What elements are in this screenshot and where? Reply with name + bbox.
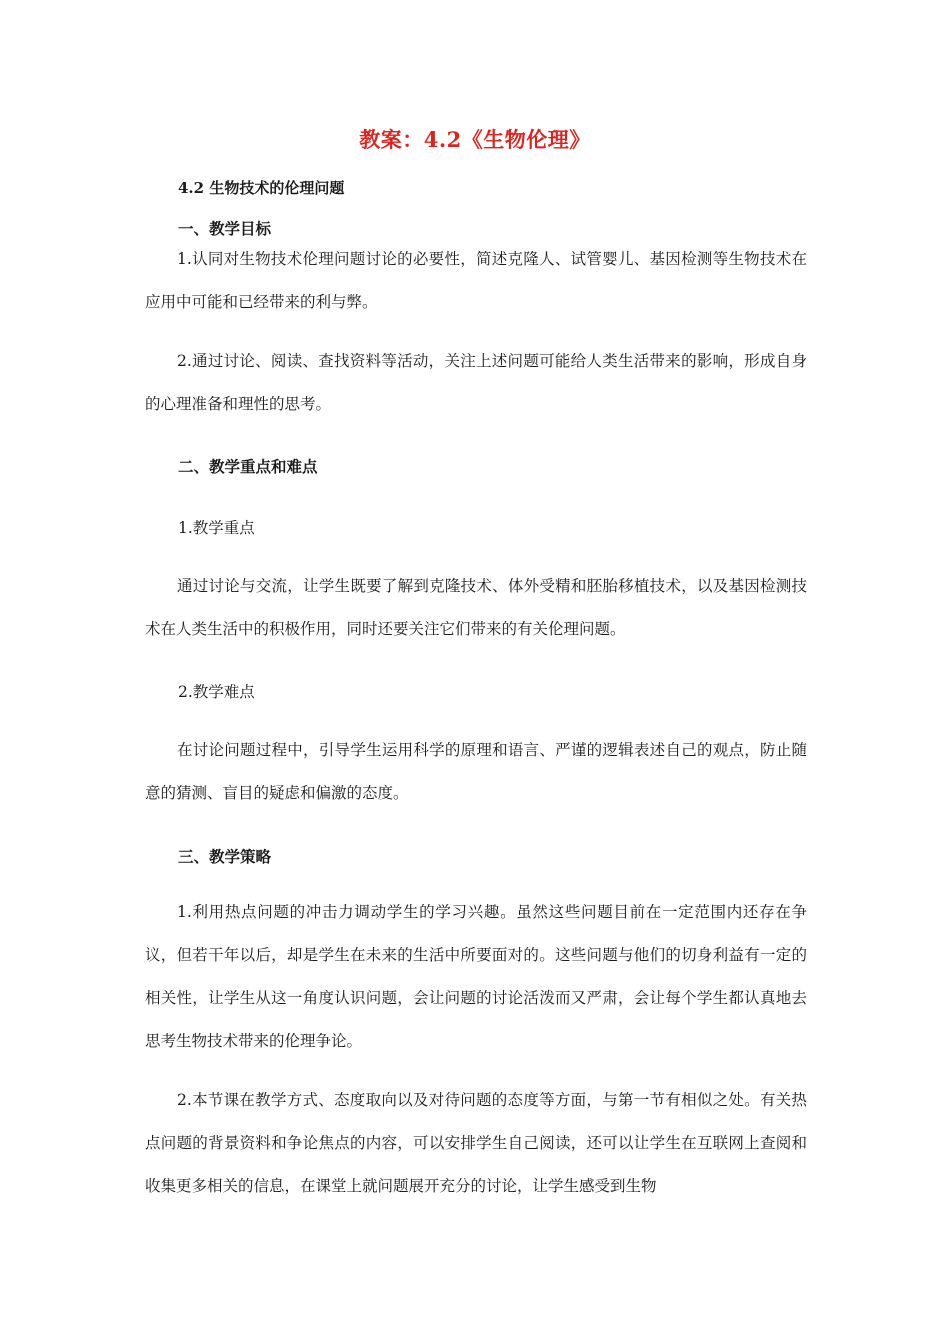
section-subtitle: 4.2 生物技术的伦理问题 (178, 179, 345, 197)
page-title: 教案：4.2《生物伦理》 (359, 127, 591, 152)
difficult-points-label: 2.教学难点 (178, 683, 255, 701)
heading-key-difficult-points: 二、教学重点和难点 (178, 457, 318, 476)
objective-2: 2.通过讨论、阅读、查找资料等活动，关注上述问题可能给人类生活带来的影响，形成自身的心理准备和理性的思考。 (145, 352, 807, 413)
strategy-1: 1.利用热点问题的冲击力调动学生的学习兴趣。虽然这些问题目前在一定范围内还存在争议，但若干年以后，却是学生在未来的生活中所要面对的。这些问题与他们的切身利益有一定的相关性，让学生从这一角度认识问题，会让问题的讨论活泼而又严肃，会让每个学生都认真地去思考生物技术带来的伦理争论。 (145, 903, 807, 1050)
difficult-points-text: 在讨论问题过程中，引导学生运用科学的原理和语言、严谨的逻辑表述自己的观点，防止随意的猜测、盲目的疑虑和偏激的态度。 (145, 741, 807, 802)
heading-teaching-objectives: 一、教学目标 (178, 219, 272, 238)
key-points-text: 通过讨论与交流，让学生既要了解到克隆技术、体外受精和胚胎移植技术，以及基因检测技术在人类生活中的积极作用，同时还要关注它们带来的有关伦理问题。 (145, 577, 807, 638)
objective-1: 1.认同对生物技术伦理问题讨论的必要性，简述克隆人、试管婴儿、基因检测等生物技术在应用中可能和已经带来的利与弊。 (145, 250, 807, 311)
key-points-label: 1.教学重点 (178, 519, 255, 537)
heading-teaching-strategy: 三、教学策略 (178, 847, 272, 866)
strategy-2: 2.本节课在教学方式、态度取向以及对待问题的态度等方面，与第一节有相似之处。有关热点问题的背景资料和争论焦点的内容，可以安排学生自己阅读，还可以让学生在互联网上查阅和收集更多相关的信息，在课堂上就问题展开充分的讨论，让学生感受到生物 (145, 1091, 807, 1195)
